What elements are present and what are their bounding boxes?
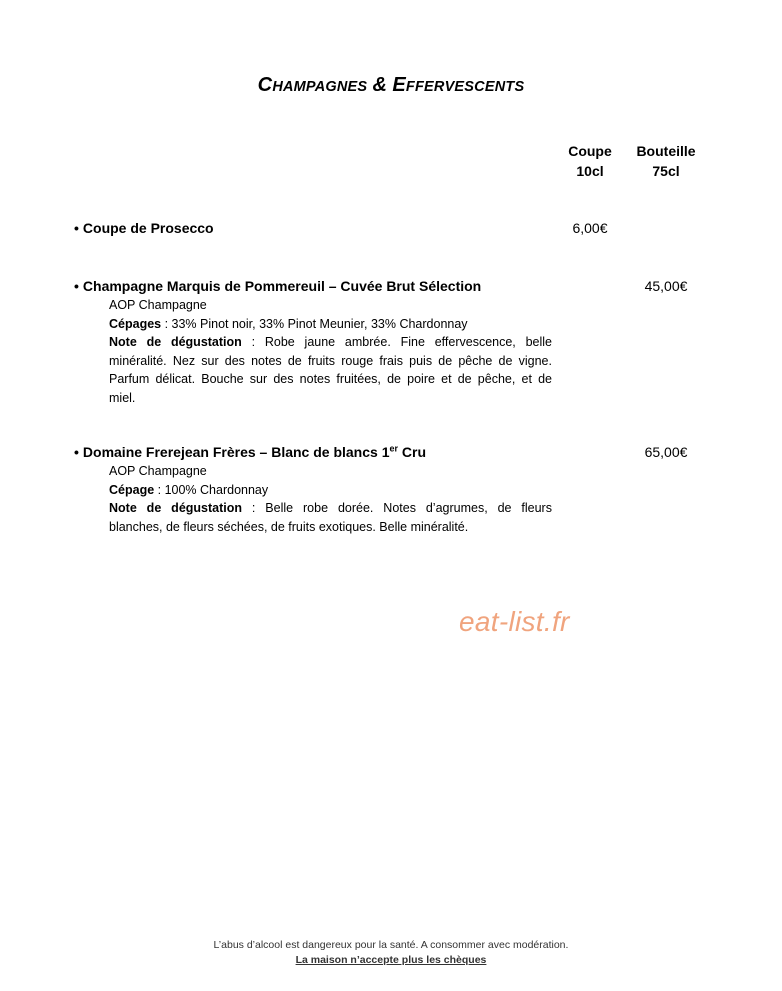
bullet-icon: • [74,278,79,294]
cepage-label: Cépages [109,316,162,331]
footer-notice: La maison n’accepte plus les chèques [295,954,487,966]
bullet-icon: • [74,220,79,236]
tasting-note-line [109,333,552,352]
price-bouteille: 65,00€ [644,444,688,460]
footer-disclaimer: L’abus d’alcool est dangereux pour la santé. A consommer avec modération. [213,939,569,951]
page-title [0,74,782,97]
tasting-note-line [109,499,552,518]
item-name: Coupe de Prosecco [82,220,214,236]
tasting-note-text: : Belle robe dorée. Notes d’agrumes, de fleurs [242,501,552,515]
column-header-bouteille [629,141,703,181]
appellation: AOP Champagne [109,298,207,312]
tasting-note-label: Note de dégustation [109,335,242,349]
bullet-icon: • [74,444,79,460]
column-bouteille-label: Bouteille [636,143,696,159]
tasting-note-text: minéralité. Nez sur des notes de fruits rouge frais puis de pêche de vigne. [109,353,552,368]
item-description [109,462,552,536]
column-bouteille-volume: 75cl [652,163,680,179]
tasting-note-text: blanches, de fleurs séchées, de fruits exotiques. Belle minéralité. [109,519,469,534]
item-name-end: Cru [398,444,426,460]
appellation: AOP Champagne [109,464,207,478]
price-bouteille: 45,00€ [644,278,688,294]
cepage-line [109,481,552,500]
menu-item-prosecco [74,219,214,237]
title-ampersand: & [372,74,388,96]
title-initial-c: C [257,74,273,96]
title-part-1: HAMPAGNES [272,79,368,95]
title-initial-e: E [392,74,406,96]
tasting-note-text: Parfum délicat. Bouche sur des notes fruitées, de poire et de pêche, et de [109,372,552,386]
item-name: Champagne Marquis de Pommereuil – Cuvée Brut Sélection [82,278,482,294]
cepage-line [109,315,552,334]
tasting-note-text: : Robe jaune ambrée. Fine effervescence, belle [241,335,552,349]
title-part-2: FFERVESCENTS [405,79,525,95]
price-coupe: 6,00€ [572,220,608,236]
footer [0,938,782,968]
item-name-superscript: er [389,443,398,454]
column-header-coupe [560,141,620,181]
item-name: Domaine Frerejean Frères – Blanc de blancs 1 [82,444,390,460]
watermark: eat-list.fr [459,606,570,637]
cepage-value: : 100% Chardonnay [154,482,269,497]
item-description [109,296,552,407]
tasting-note-text: miel. [109,390,136,405]
column-coupe-label: Coupe [568,143,612,159]
cepage-label: Cépage [109,482,155,497]
menu-item-pommereuil [74,277,481,295]
column-coupe-volume: 10cl [576,163,604,179]
menu-item-frerejean [74,443,426,461]
cepage-value: : 33% Pinot noir, 33% Pinot Meunier, 33% Chardonnay [161,316,468,331]
tasting-note-label: Note de dégustation [109,501,243,515]
